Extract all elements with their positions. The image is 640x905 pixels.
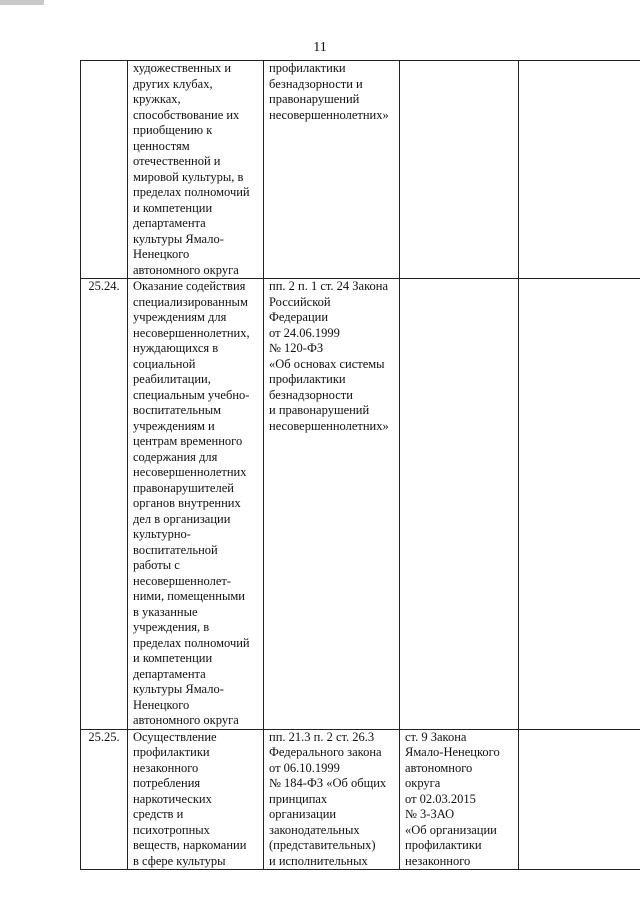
cell-text-line: профилактики	[269, 61, 346, 75]
cell-text-line: автономного	[405, 760, 473, 775]
cell-text-line: органов внутренних	[133, 496, 241, 510]
cell-text-line: и правонарушений	[269, 403, 370, 417]
extra-cell	[519, 61, 640, 279]
measure-description-cell	[128, 61, 264, 279]
measure-description-cell	[128, 279, 264, 730]
cell-text-line: учреждениям для	[133, 310, 227, 324]
cell-text-line: незаконного	[133, 760, 199, 775]
row-number-cell: 25.25.	[81, 729, 128, 870]
cell-text-line: нуждающихся в	[133, 341, 219, 355]
regional-basis-cell	[400, 279, 519, 730]
cell-text-line: «Об организации	[405, 822, 497, 837]
cell-text-line: культурно-	[133, 527, 191, 541]
cell-text-line: отечественной и	[133, 154, 221, 168]
cell-text-line: ценностям	[133, 138, 190, 153]
cell-text-line: реабилитации,	[133, 372, 211, 386]
cell-text-line: средств и	[133, 807, 184, 821]
cell-text-line: культуры Ямало-	[133, 231, 224, 246]
cell-text-line: «Об основах системы	[269, 356, 385, 371]
cell-text-line: № 120-ФЗ	[269, 341, 324, 355]
cell-text-line: Ненецкого	[133, 697, 190, 712]
cell-text-line: департамента	[133, 216, 206, 230]
cell-text-line: безнадзорности и	[269, 76, 363, 91]
cell-text-line: специализированным	[133, 294, 248, 309]
cell-text-line: приобщению к	[133, 123, 213, 137]
cell-text-line: пределах полномочий	[133, 635, 250, 650]
cell-text-line: от 02.03.2015	[405, 791, 476, 806]
cell-text-line: художественных и	[133, 61, 232, 75]
cell-text-line: незаконного	[405, 853, 471, 868]
cell-text-line: несовершеннолетних,	[133, 325, 250, 340]
cell-text-line: веществ, наркомании	[133, 838, 247, 852]
regional-basis-cell	[400, 61, 519, 279]
federal-basis-cell	[264, 61, 400, 279]
federal-basis-cell	[264, 729, 400, 870]
cell-text-line: ними, помещенными	[133, 589, 245, 603]
cell-text-line: профилактики	[269, 372, 346, 386]
cell-text-line: Оказание содействия	[133, 279, 246, 293]
cell-text-line: автономного округа	[133, 713, 239, 727]
cell-text-line: учреждениям и	[133, 418, 215, 433]
cell-text-line: воспитательным	[133, 403, 222, 417]
cell-text-line: Ямало-Ненецкого	[405, 745, 500, 759]
cell-text-line: центрам временного	[133, 434, 243, 448]
extra-cell	[519, 279, 640, 730]
cell-text-line: мировой культуры, в	[133, 169, 244, 184]
cell-text-line: Федерального закона	[269, 745, 382, 759]
cell-text-line: несовершеннолет-	[133, 573, 232, 588]
cell-text-line: пп. 21.3 п. 2 ст. 26.3	[269, 729, 375, 744]
cell-text-line: автономного округа	[133, 262, 239, 277]
cell-text-line: и компетенции	[133, 200, 213, 215]
row-number-cell	[81, 61, 128, 279]
federal-basis-cell	[264, 279, 400, 730]
cell-text-line: пп. 2 п. 1 ст. 24 Закона	[269, 279, 389, 293]
cell-text-line: и исполнительных	[269, 853, 368, 868]
cell-text-line: департамента	[133, 666, 206, 681]
measure-description-cell	[128, 729, 264, 870]
cell-text-line: от 06.10.1999	[269, 760, 340, 775]
cell-text-line: № 184-ФЗ «Об общих	[269, 776, 387, 790]
cell-text-line: принципах	[269, 791, 328, 806]
cell-text-line: потребления	[133, 776, 201, 790]
cell-text-line: Ненецкого	[133, 247, 190, 261]
cell-text-line: несовершеннолетних»	[269, 418, 389, 433]
cell-text-line: в указанные	[133, 604, 198, 619]
cell-text-line: несовершеннолетних	[133, 465, 247, 479]
cell-text-line: кружках,	[133, 92, 181, 106]
cell-text-line: профилактики	[405, 838, 482, 852]
table-row	[81, 279, 640, 730]
regional-basis-cell	[400, 729, 519, 870]
cell-text-line: социальной	[133, 356, 196, 371]
cell-text-line: безнадзорности	[269, 387, 353, 402]
cell-text-line: специальным учебно-	[133, 387, 250, 402]
scan-corner-mark	[0, 0, 44, 5]
cell-text-line: пределах полномочий	[133, 185, 250, 199]
cell-text-line: воспитательной	[133, 542, 218, 557]
cell-text-line: организации	[269, 807, 337, 821]
cell-text-line: округа	[405, 776, 441, 790]
cell-text-line: от 24.06.1999	[269, 325, 340, 340]
cell-text-line: Российской	[269, 294, 331, 309]
cell-text-line: правонарушителей	[133, 480, 234, 495]
cell-text-line: Федерации	[269, 310, 329, 324]
cell-text-line: несовершеннолетних»	[269, 107, 389, 122]
cell-text-line: культуры Ямало-	[133, 682, 224, 696]
page-number: 11	[313, 40, 327, 55]
cell-text-line: содержания для	[133, 449, 218, 464]
cell-text-line: наркотических	[133, 791, 212, 806]
table-row	[81, 729, 640, 870]
cell-text-line: (представительных)	[269, 838, 376, 852]
row-number-cell: 25.24.	[81, 279, 128, 730]
cell-text-line: способствование их	[133, 107, 240, 122]
cell-text-line: и компетенции	[133, 651, 213, 665]
cell-text-line: профилактики	[133, 745, 210, 759]
cell-text-line: других клубах,	[133, 76, 213, 91]
extra-cell	[519, 729, 640, 870]
table-row	[81, 61, 640, 279]
cell-text-line: дел в организации	[133, 511, 231, 526]
cell-text-line: учреждения, в	[133, 620, 210, 634]
cell-text-line: ст. 9 Закона	[405, 729, 467, 744]
cell-text-line: Осуществление	[133, 729, 217, 744]
cell-text-line: законодательных	[269, 822, 360, 837]
cell-text-line: № 3-ЗАО	[405, 807, 455, 821]
document-table	[80, 60, 640, 870]
cell-text-line: в сфере культуры	[133, 853, 226, 868]
cell-text-line: психотропных	[133, 822, 210, 837]
cell-text-line: правонарушений	[269, 92, 360, 106]
cell-text-line: работы с	[133, 558, 180, 572]
